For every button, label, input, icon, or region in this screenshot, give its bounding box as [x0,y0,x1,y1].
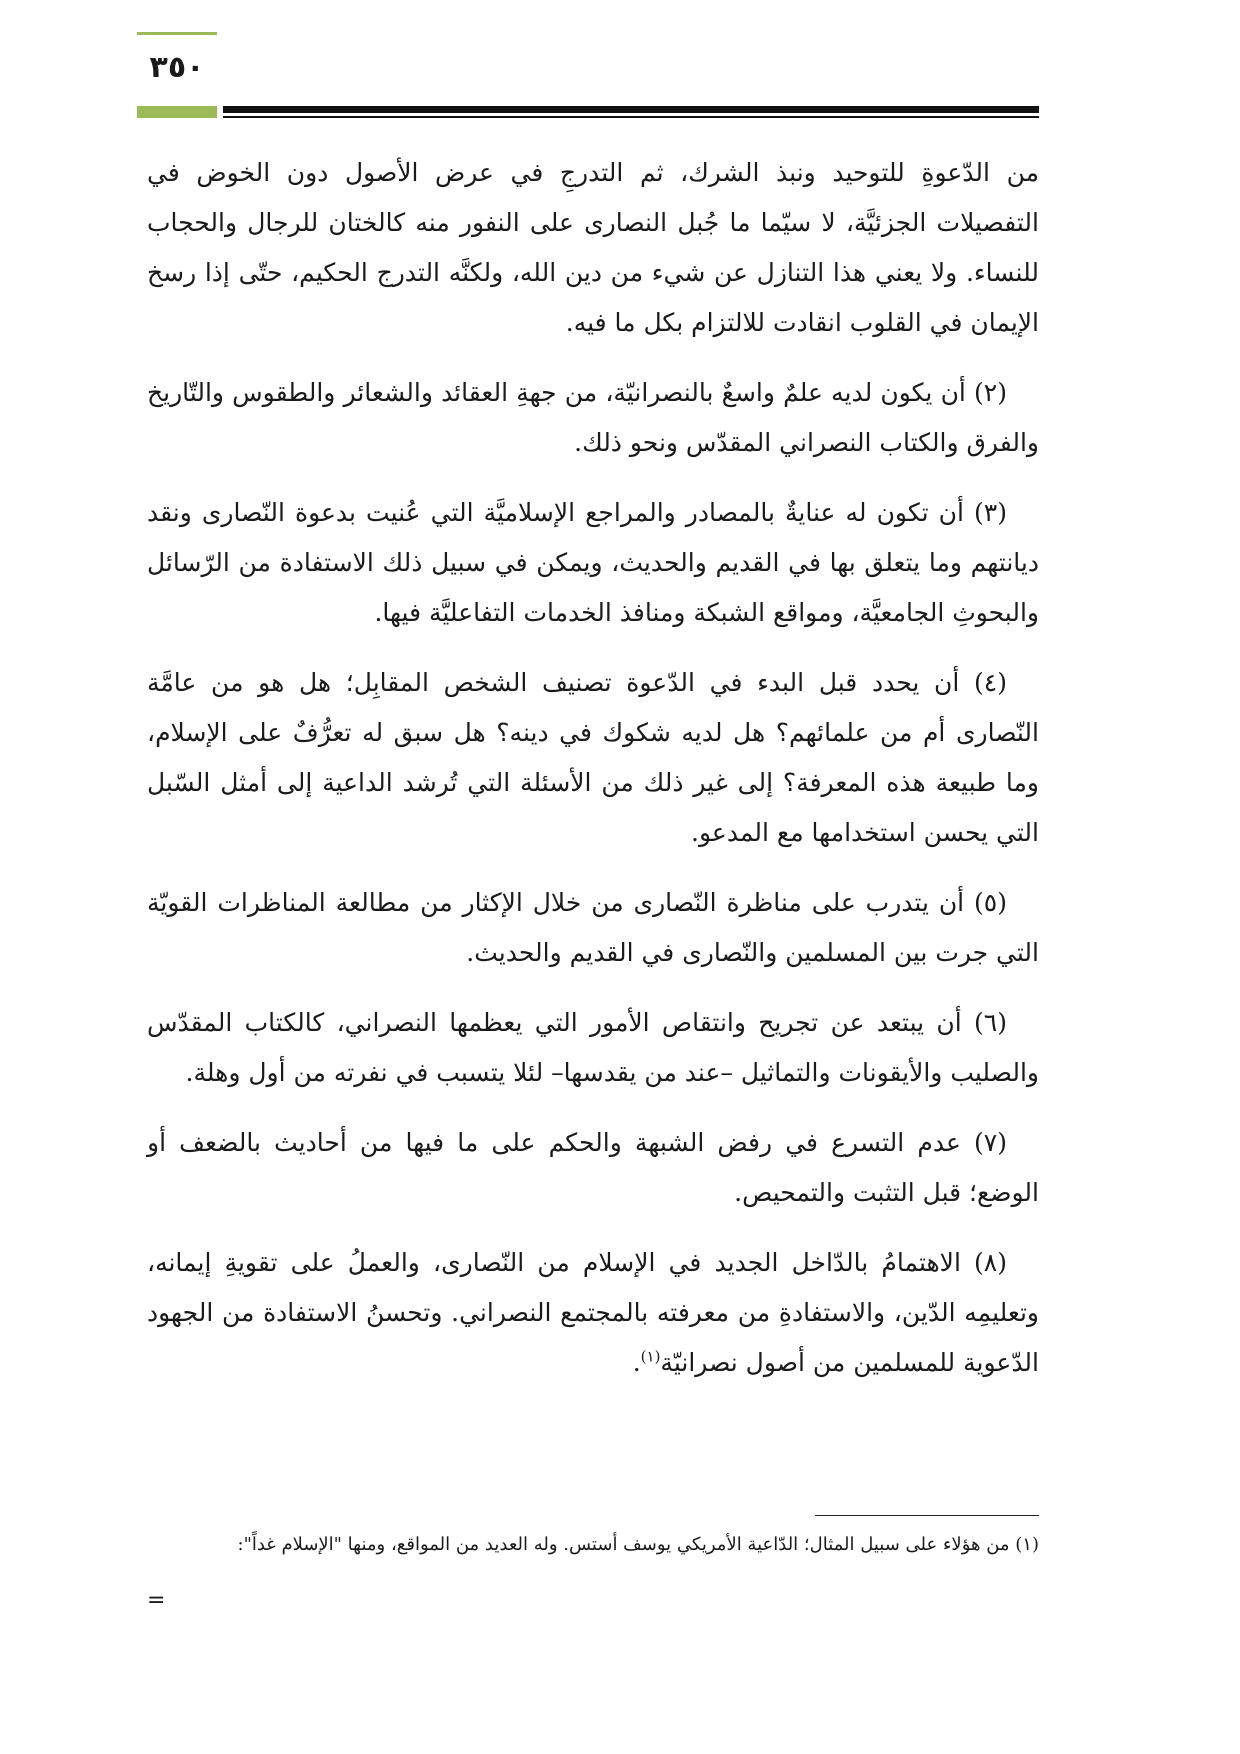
footnote-separator [815,1515,1039,1516]
paragraph-item-2: (٢) أن يكون لديه علمٌ واسعٌ بالنصرانيّة، من جهةِ العقائد والشعائر والطقوس والتّاريخ والفرق والكتاب النصراني المقدّس ونحو ذلك. [147,378,1039,457]
footnote: (١) من هؤلاء على سبيل المثال؛ الدّاعية الأمريكي يوسف أستس. وله العديد من المواقع، ومنها "الإسلام غداً": [237,1534,1039,1555]
footnote-reference: (١) [640,1347,661,1366]
page-number: ٣٥٠ [149,50,205,85]
header-green-block [137,106,217,118]
paragraph-item-7: (٧) عدم التسرع في رفض الشبهة والحكم على ما فيها من أحاديث بالضعف أو الوضع؛ قبل التثبت والتمحيص. [147,1128,1039,1207]
paragraph-item-8-text: (٨) الاهتمامُ بالدّاخل الجديد في الإسلام من النّصارى، والعملُ على تقويةِ إيمانه، وتعليمِه الدّين، والاستفادةِ من معرفته بالمجتمع النصراني. وتحسنُ الاستفادة من الجهود الدّعوية للمسلمين من أصول نصرانيّة [147,1248,1039,1377]
footnote-continuation-mark: = [147,1588,166,1613]
body-text [147,148,1039,1408]
paragraph-continuation: من الدّعوةِ للتوحيد ونبذ الشرك، ثم التدرجِ في عرض الأصول دون الخوض في التفصيلات الجزئيَّة، لا سيّما ما جُبل النصارى على النفور منه كالختان للرجال والحجاب للنساء. ولا يعني هذا التنازل عن شيء من دين الله، ولكنَّه التدرج الحكيم، حتّى إذا رسخ الإيمان في القلوب انقادت للالتزام بكل ما فيه. [147,158,1039,337]
paragraph-item-4: (٤) أن يحدد قبل البدء في الدّعوة تصنيف الشخص المقابِل؛ هل هو من عامَّة النّصارى أم من علمائهم؟ هل لديه شكوك في دينه؟ هل سبق له تعرُّفٌ على الإسلام، وما طبيعة هذه المعرفة؟ إلى غير ذلك من الأسئلة التي تُرشد الداعية إلى أمثل السّبل التي يحسن استخدامها مع المدعو. [147,668,1039,847]
header-rule-thick [223,106,1039,113]
paragraph-item-8 [147,1238,1039,1388]
header-rule-thin [223,116,1039,118]
paragraph-item-8-end: . [632,1348,641,1377]
header-top-accent-line [137,32,217,35]
paragraph-item-3: (٣) أن تكون له عنايةٌ بالمصادر والمراجع الإسلاميَّة التي عُنيت بدعوة النّصارى ونقد ديانتهم وما يتعلق بها في القديم والحديث، ويمكن في سبيل ذلك الاستفادة من الرّسائل والبحوثِ الجامعيَّة، ومواقع الشبكة ومنافذ الخدمات التفاعليَّة فيها. [147,498,1039,627]
paragraph-item-6: (٦) أن يبتعد عن تجريح وانتقاص الأمور التي يعظمها النصراني، كالكتاب المقدّس والصليب والأيقونات والتماثيل –عند من يقدسها– لئلا يتسبب في نفرته من أول وهلة. [147,1008,1039,1087]
paragraph-item-5: (٥) أن يتدرب على مناظرة النّصارى من خلال الإكثار من مطالعة المناظرات القويّة التي جرت بين المسلمين والنّصارى في القديم والحديث. [147,888,1039,967]
